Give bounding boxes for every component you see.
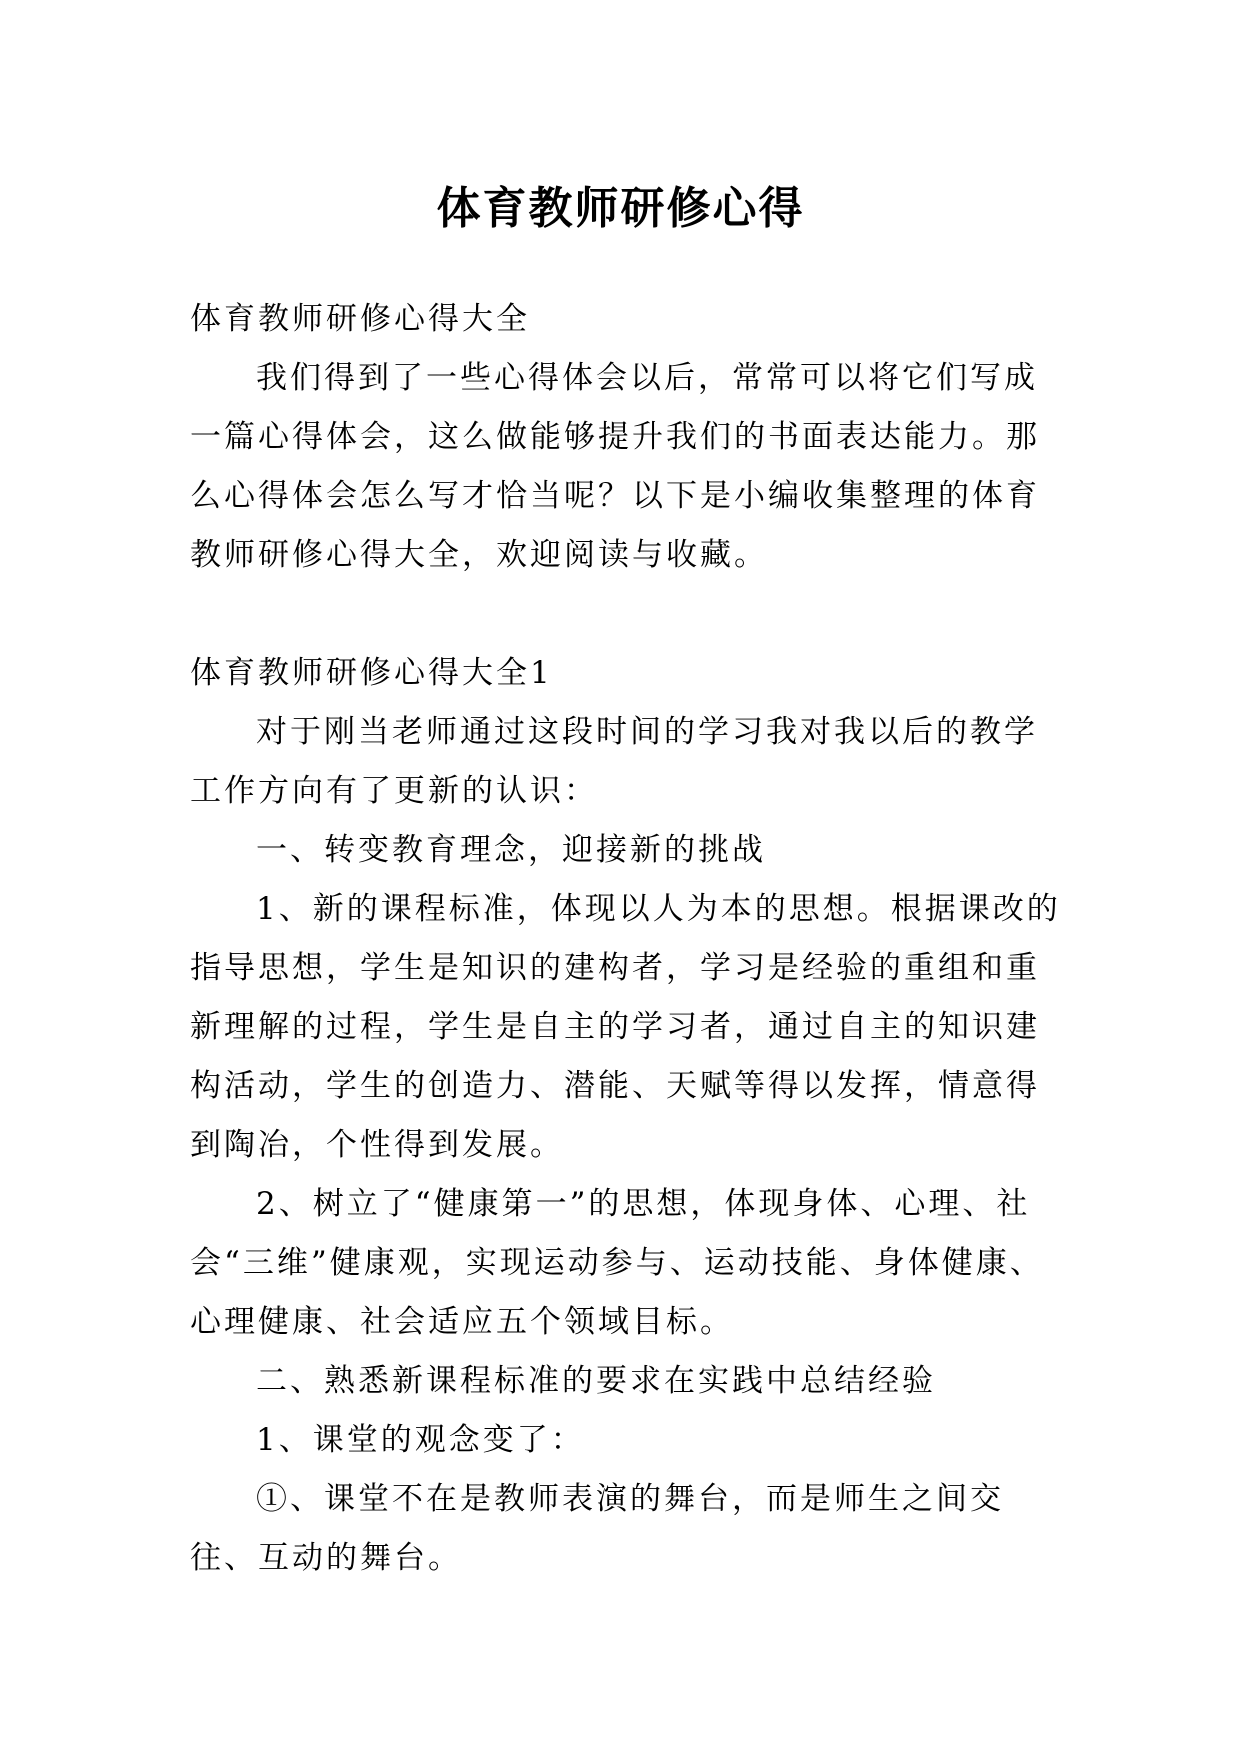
body-paragraph: 一、转变教育理念，迎接新的挑战: [256, 832, 766, 868]
body-paragraph: 1、课堂的观念变了：: [256, 1422, 585, 1458]
section-heading: 体育教师研修心得大全1: [190, 655, 553, 691]
body-paragraph: 对于刚当老师通过这段时间的学习我对我以后的教学工作方向有了更新的认识：: [190, 714, 1038, 809]
body-paragraph: ①、课堂不在是教师表演的舞台，而是师生之间交往、互动的舞台。: [190, 1481, 1004, 1576]
body-paragraph: 1、新的课程标准，体现以人为本的思想。根据课改的指导思想，学生是知识的建构者，学习是经验的重组和重新理解的过程，学生是自主的学习者，通过自主的知识建构活动，学生的创造力、潜能、天赋等得以发挥，情意得到陶冶，个性得到发展。: [190, 891, 1061, 1163]
body-paragraph: 2、树立了“健康第一”的思想，体现身体、心理、社会“三维”健康观，实现运动参与、运动技能、身体健康、心理健康、社会适应五个领域目标。: [190, 1186, 1044, 1340]
document-body: [190, 290, 1070, 1588]
document-title: 体育教师研修心得: [436, 183, 805, 235]
subtitle: 体育教师研修心得大全: [190, 301, 530, 337]
intro-paragraph: 我们得到了一些心得体会以后，常常可以将它们写成一篇心得体会，这么做能够提升我们的书面表达能力。那么心得体会怎么写才恰当呢？以下是小编收集整理的体育教师研修心得大全，欢迎阅读与收藏。: [190, 360, 1040, 573]
body-paragraph: 二、熟悉新课程标准的要求在实践中总结经验: [256, 1363, 936, 1399]
paragraph-spacer: [190, 585, 1070, 644]
